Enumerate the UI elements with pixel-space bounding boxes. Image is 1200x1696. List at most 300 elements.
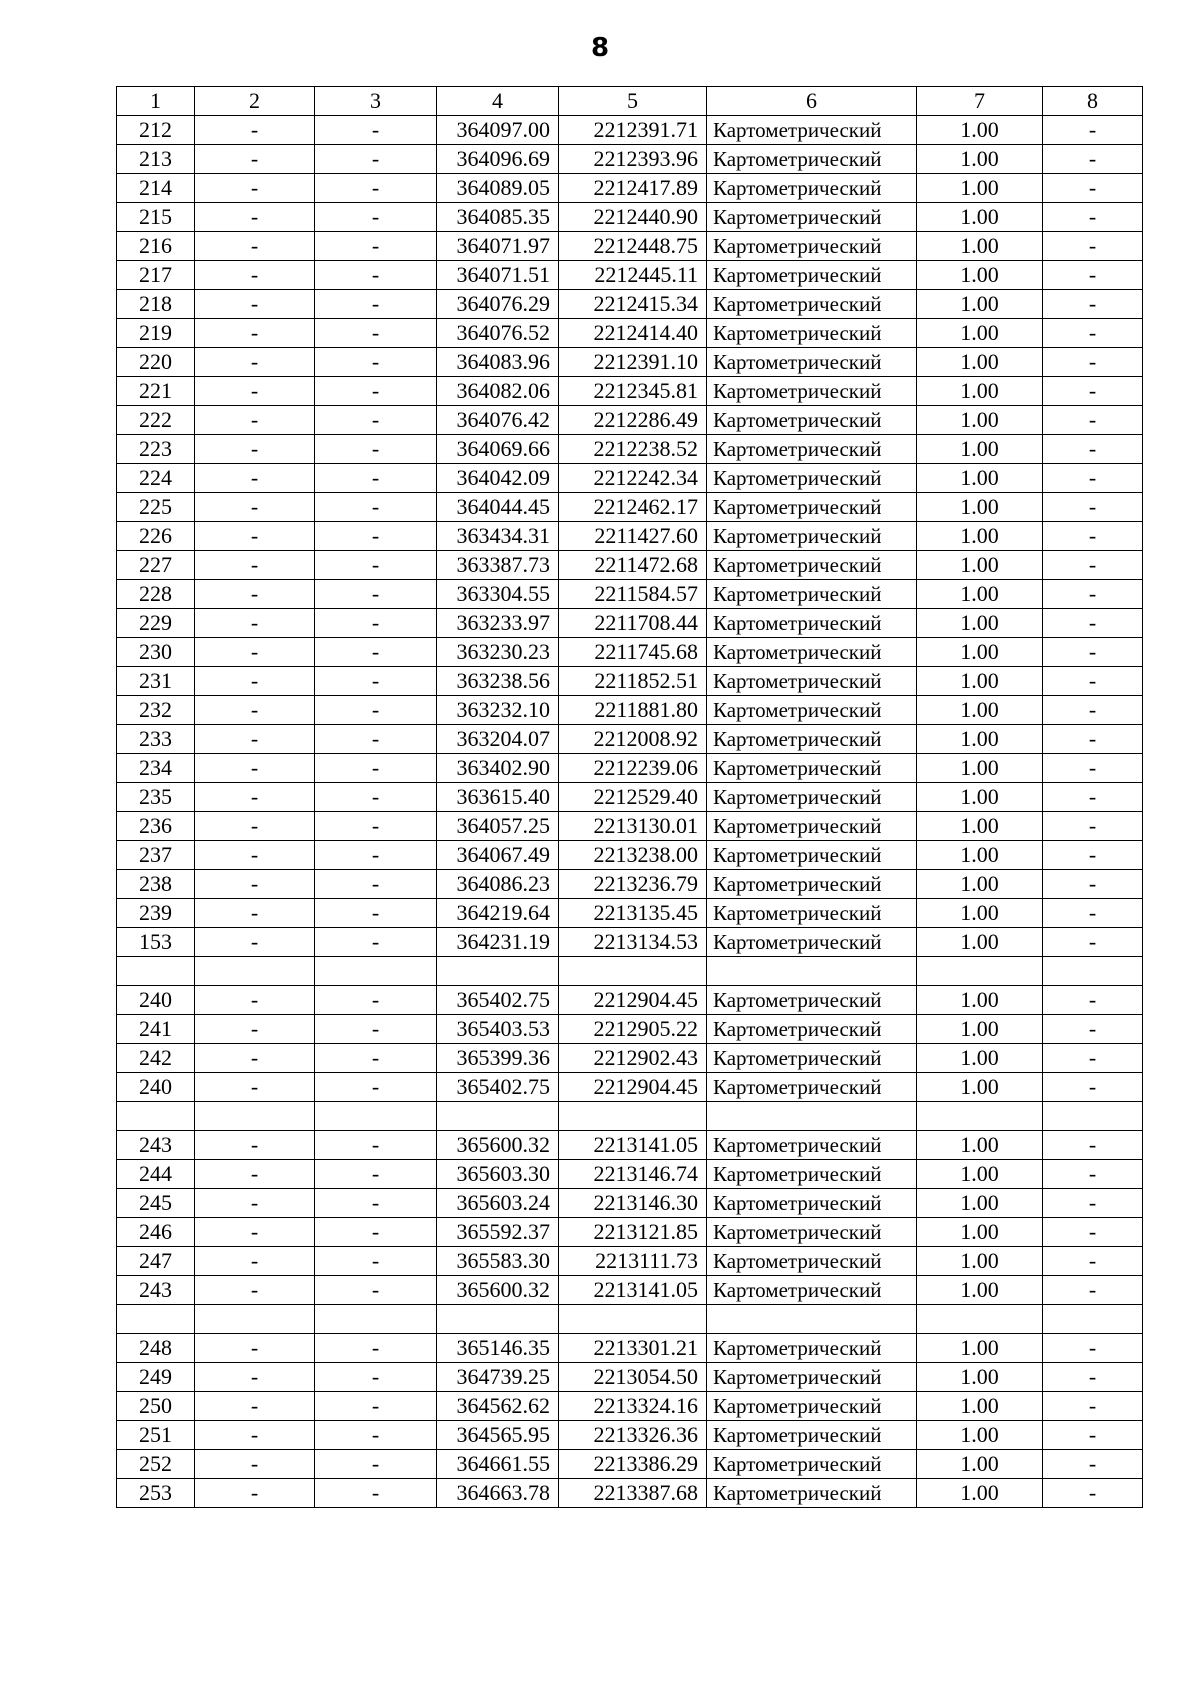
coord-y-cell: 2211472.68 [559, 551, 707, 580]
coord-y-cell: 2212904.45 [559, 1073, 707, 1102]
table-row [117, 319, 1143, 348]
col-2-cell: - [195, 1044, 315, 1073]
coord-y-cell: 2213386.29 [559, 1450, 707, 1479]
table-row [117, 725, 1143, 754]
coord-x-cell: 363387.73 [437, 551, 559, 580]
col-8-cell: - [1043, 435, 1143, 464]
table-row [117, 1131, 1143, 1160]
coord-x-cell: 364057.25 [437, 812, 559, 841]
coord-x-cell: 365603.30 [437, 1160, 559, 1189]
col-3-cell: - [315, 1392, 437, 1421]
column-header-4: 4 [437, 87, 559, 116]
point-number-cell: 244 [117, 1160, 195, 1189]
accuracy-cell: 1.00 [917, 493, 1043, 522]
coord-x-cell: 364086.23 [437, 870, 559, 899]
point-number-cell: 232 [117, 696, 195, 725]
point-number-cell: 231 [117, 667, 195, 696]
table-row [117, 377, 1143, 406]
coord-x-cell: 363402.90 [437, 754, 559, 783]
col-2-cell: - [195, 1363, 315, 1392]
col-3-cell: - [315, 1189, 437, 1218]
accuracy-cell: 1.00 [917, 348, 1043, 377]
point-number-cell: 242 [117, 1044, 195, 1073]
point-number-cell: 221 [117, 377, 195, 406]
accuracy-cell: 1.00 [917, 290, 1043, 319]
coord-x-cell: 363434.31 [437, 522, 559, 551]
accuracy-cell: 1.00 [917, 1073, 1043, 1102]
col-8-cell: - [1043, 609, 1143, 638]
table-row [117, 1218, 1143, 1247]
col-8-cell: - [1043, 1276, 1143, 1305]
coord-y-cell: 2211584.57 [559, 580, 707, 609]
coord-x-cell: 364069.66 [437, 435, 559, 464]
coord-x-cell: 363233.97 [437, 609, 559, 638]
point-number-cell: 212 [117, 116, 195, 145]
col-8-cell: - [1043, 580, 1143, 609]
table-row [117, 1334, 1143, 1363]
page-number: 8 [590, 33, 610, 63]
col-2-cell: - [195, 580, 315, 609]
accuracy-cell: 1.00 [917, 464, 1043, 493]
col-2-cell: - [195, 1334, 315, 1363]
table-row [117, 1421, 1143, 1450]
method-cell: Картометрический [707, 754, 917, 783]
coord-x-cell: 364663.78 [437, 1479, 559, 1508]
accuracy-cell: 1.00 [917, 1392, 1043, 1421]
method-cell: Картометрический [707, 609, 917, 638]
coord-y-cell: 2213236.79 [559, 870, 707, 899]
col-3-cell: - [315, 319, 437, 348]
method-cell: Картометрический [707, 319, 917, 348]
point-number-cell: 220 [117, 348, 195, 377]
col-3-cell: - [315, 638, 437, 667]
method-cell: Картометрический [707, 580, 917, 609]
coord-y-cell: 2211881.80 [559, 696, 707, 725]
col-8-cell: - [1043, 116, 1143, 145]
table-row [117, 1450, 1143, 1479]
table-row [117, 1392, 1143, 1421]
col-3-cell: - [315, 116, 437, 145]
coord-x-cell: 364739.25 [437, 1363, 559, 1392]
method-cell: Картометрический [707, 696, 917, 725]
col-2-cell: - [195, 522, 315, 551]
col-3-cell: - [315, 1160, 437, 1189]
coord-x-cell: 363232.10 [437, 696, 559, 725]
point-number-cell [117, 957, 195, 986]
table-row [117, 580, 1143, 609]
col-3-cell: - [315, 1276, 437, 1305]
col-3-cell: - [315, 406, 437, 435]
col-2-cell: - [195, 145, 315, 174]
method-cell: Картометрический [707, 1334, 917, 1363]
col-2-cell: - [195, 812, 315, 841]
method-cell: Картометрический [707, 261, 917, 290]
column-header-7: 7 [917, 87, 1043, 116]
method-cell: Картометрический [707, 145, 917, 174]
point-number-cell: 239 [117, 899, 195, 928]
col-8-cell: - [1043, 522, 1143, 551]
point-number-cell: 243 [117, 1276, 195, 1305]
col-8-cell: - [1043, 1334, 1143, 1363]
coord-y-cell: 2213134.53 [559, 928, 707, 957]
accuracy-cell: 1.00 [917, 261, 1043, 290]
col-8-cell: - [1043, 1131, 1143, 1160]
col-8-cell: - [1043, 406, 1143, 435]
col-8-cell: - [1043, 986, 1143, 1015]
col-2-cell: - [195, 1247, 315, 1276]
method-cell: Картометрический [707, 1479, 917, 1508]
coord-y-cell: 2213238.00 [559, 841, 707, 870]
method-cell [707, 957, 917, 986]
column-header-1: 1 [117, 87, 195, 116]
coord-x-cell: 364565.95 [437, 1421, 559, 1450]
method-cell: Картометрический [707, 1131, 917, 1160]
point-number-cell: 230 [117, 638, 195, 667]
table-row [117, 899, 1143, 928]
table-row [117, 928, 1143, 957]
col-8-cell: - [1043, 377, 1143, 406]
accuracy-cell: 1.00 [917, 551, 1043, 580]
col-3-cell: - [315, 261, 437, 290]
table-row [117, 1363, 1143, 1392]
method-cell: Картометрический [707, 522, 917, 551]
method-cell: Картометрический [707, 1044, 917, 1073]
col-8-cell: - [1043, 754, 1143, 783]
accuracy-cell: 1.00 [917, 522, 1043, 551]
point-number-cell: 228 [117, 580, 195, 609]
accuracy-cell: 1.00 [917, 1276, 1043, 1305]
col-2-cell: - [195, 1015, 315, 1044]
col-3-cell: - [315, 174, 437, 203]
coord-x-cell [437, 957, 559, 986]
table-row [117, 957, 1143, 986]
point-number-cell: 224 [117, 464, 195, 493]
col-2-cell: - [195, 841, 315, 870]
accuracy-cell: 1.00 [917, 406, 1043, 435]
col-8-cell: - [1043, 812, 1143, 841]
accuracy-cell: 1.00 [917, 319, 1043, 348]
col-2-cell: - [195, 377, 315, 406]
col-2-cell: - [195, 609, 315, 638]
col-3-cell: - [315, 290, 437, 319]
method-cell: Картометрический [707, 725, 917, 754]
point-number-cell: 233 [117, 725, 195, 754]
method-cell: Картометрический [707, 174, 917, 203]
col-3-cell: - [315, 435, 437, 464]
col-8-cell: - [1043, 174, 1143, 203]
coord-y-cell: 2213135.45 [559, 899, 707, 928]
coord-y-cell: 2212414.40 [559, 319, 707, 348]
coord-y-cell: 2212008.92 [559, 725, 707, 754]
table-row [117, 551, 1143, 580]
coord-x-cell [437, 1102, 559, 1131]
col-8-cell: - [1043, 203, 1143, 232]
accuracy-cell: 1.00 [917, 1160, 1043, 1189]
col-2-cell [195, 957, 315, 986]
accuracy-cell: 1.00 [917, 812, 1043, 841]
col-8-cell: - [1043, 232, 1143, 261]
coord-x-cell: 365146.35 [437, 1334, 559, 1363]
point-number-cell: 248 [117, 1334, 195, 1363]
col-3-cell: - [315, 1131, 437, 1160]
accuracy-cell: 1.00 [917, 145, 1043, 174]
accuracy-cell: 1.00 [917, 870, 1043, 899]
accuracy-cell: 1.00 [917, 783, 1043, 812]
col-2-cell: - [195, 464, 315, 493]
coord-x-cell: 363304.55 [437, 580, 559, 609]
table-row [117, 290, 1143, 319]
col-2-cell: - [195, 174, 315, 203]
col-2-cell: - [195, 899, 315, 928]
col-2-cell: - [195, 928, 315, 957]
coord-y-cell: 2213301.21 [559, 1334, 707, 1363]
col-3-cell: - [315, 928, 437, 957]
point-number-cell: 253 [117, 1479, 195, 1508]
col-8-cell: - [1043, 348, 1143, 377]
col-8-cell: - [1043, 290, 1143, 319]
table-row [117, 348, 1143, 377]
col-8-cell: - [1043, 1073, 1143, 1102]
header-row [117, 87, 1143, 116]
col-3-cell: - [315, 1015, 437, 1044]
col-3-cell: - [315, 1363, 437, 1392]
col-8-cell: - [1043, 261, 1143, 290]
point-number-cell: 252 [117, 1450, 195, 1479]
coord-x-cell: 364085.35 [437, 203, 559, 232]
coord-y-cell: 2213146.30 [559, 1189, 707, 1218]
coord-x-cell: 365600.32 [437, 1276, 559, 1305]
coord-x-cell: 365402.75 [437, 986, 559, 1015]
col-8-cell: - [1043, 725, 1143, 754]
col-8-cell: - [1043, 667, 1143, 696]
coord-y-cell: 2212238.52 [559, 435, 707, 464]
col-8-cell: - [1043, 870, 1143, 899]
accuracy-cell: 1.00 [917, 841, 1043, 870]
method-cell: Картометрический [707, 1450, 917, 1479]
method-cell: Картометрический [707, 1247, 917, 1276]
table-row [117, 261, 1143, 290]
point-number-cell: 218 [117, 290, 195, 319]
method-cell: Картометрический [707, 1160, 917, 1189]
accuracy-cell: 1.00 [917, 1218, 1043, 1247]
coord-x-cell: 363615.40 [437, 783, 559, 812]
method-cell: Картометрический [707, 638, 917, 667]
method-cell: Картометрический [707, 1276, 917, 1305]
col-2-cell: - [195, 348, 315, 377]
col-2-cell: - [195, 986, 315, 1015]
col-2-cell [195, 1305, 315, 1334]
point-number-cell: 238 [117, 870, 195, 899]
method-cell: Картометрический [707, 377, 917, 406]
coord-y-cell: 2213141.05 [559, 1131, 707, 1160]
col-2-cell: - [195, 1392, 315, 1421]
col-3-cell: - [315, 609, 437, 638]
table-row [117, 435, 1143, 464]
coord-y-cell: 2212345.81 [559, 377, 707, 406]
coord-y-cell: 2213146.74 [559, 1160, 707, 1189]
col-8-cell: - [1043, 1015, 1143, 1044]
coord-x-cell: 364076.29 [437, 290, 559, 319]
accuracy-cell: 1.00 [917, 435, 1043, 464]
col-3-cell: - [315, 1421, 437, 1450]
col-3-cell: - [315, 464, 437, 493]
col-3-cell: - [315, 841, 437, 870]
method-cell: Картометрический [707, 1015, 917, 1044]
accuracy-cell: 1.00 [917, 899, 1043, 928]
col-3-cell [315, 1102, 437, 1131]
col-8-cell [1043, 957, 1143, 986]
coord-x-cell: 364067.49 [437, 841, 559, 870]
point-number-cell: 237 [117, 841, 195, 870]
accuracy-cell: 1.00 [917, 232, 1043, 261]
accuracy-cell: 1.00 [917, 1247, 1043, 1276]
table-row [117, 493, 1143, 522]
col-3-cell: - [315, 667, 437, 696]
coord-y-cell: 2212239.06 [559, 754, 707, 783]
point-number-cell: 227 [117, 551, 195, 580]
coord-x-cell: 364231.19 [437, 928, 559, 957]
coord-y-cell: 2213121.85 [559, 1218, 707, 1247]
table-row [117, 1160, 1143, 1189]
point-number-cell: 250 [117, 1392, 195, 1421]
coord-y-cell: 2213111.73 [559, 1247, 707, 1276]
coord-y-cell: 2212415.34 [559, 290, 707, 319]
col-2-cell: - [195, 116, 315, 145]
method-cell: Картометрический [707, 1392, 917, 1421]
coord-y-cell: 2212417.89 [559, 174, 707, 203]
table-row [117, 696, 1143, 725]
col-3-cell [315, 957, 437, 986]
coord-y-cell: 2213141.05 [559, 1276, 707, 1305]
col-8-cell: - [1043, 493, 1143, 522]
col-2-cell: - [195, 290, 315, 319]
method-cell [707, 1305, 917, 1334]
method-cell: Картометрический [707, 464, 917, 493]
col-8-cell: - [1043, 551, 1143, 580]
point-number-cell: 240 [117, 1073, 195, 1102]
col-8-cell: - [1043, 841, 1143, 870]
column-header-8: 8 [1043, 87, 1143, 116]
coord-y-cell: 2211745.68 [559, 638, 707, 667]
coord-x-cell: 364042.09 [437, 464, 559, 493]
coord-x-cell: 364083.96 [437, 348, 559, 377]
coord-y-cell: 2212391.71 [559, 116, 707, 145]
coord-y-cell: 2213054.50 [559, 1363, 707, 1392]
coord-x-cell: 364097.00 [437, 116, 559, 145]
method-cell: Картометрический [707, 899, 917, 928]
accuracy-cell: 1.00 [917, 1363, 1043, 1392]
point-number-cell: 234 [117, 754, 195, 783]
col-3-cell: - [315, 348, 437, 377]
table-row [117, 1015, 1143, 1044]
col-8-cell: - [1043, 1247, 1143, 1276]
table-row [117, 841, 1143, 870]
coord-y-cell: 2213130.01 [559, 812, 707, 841]
accuracy-cell: 1.00 [917, 725, 1043, 754]
coord-x-cell: 364089.05 [437, 174, 559, 203]
col-3-cell: - [315, 870, 437, 899]
coord-y-cell: 2213324.16 [559, 1392, 707, 1421]
method-cell: Картометрический [707, 1189, 917, 1218]
col-3-cell: - [315, 551, 437, 580]
col-2-cell: - [195, 1073, 315, 1102]
accuracy-cell: 1.00 [917, 377, 1043, 406]
point-number-cell: 223 [117, 435, 195, 464]
coord-y-cell: 2212440.90 [559, 203, 707, 232]
col-3-cell: - [315, 1247, 437, 1276]
table-row [117, 1073, 1143, 1102]
coord-x-cell: 363238.56 [437, 667, 559, 696]
col-3-cell: - [315, 1044, 437, 1073]
col-3-cell: - [315, 232, 437, 261]
method-cell: Картометрический [707, 870, 917, 899]
table-row [117, 145, 1143, 174]
col-8-cell: - [1043, 783, 1143, 812]
table-body [117, 116, 1143, 1508]
method-cell: Картометрический [707, 841, 917, 870]
coord-y-cell: 2213326.36 [559, 1421, 707, 1450]
accuracy-cell: 1.00 [917, 580, 1043, 609]
col-3-cell: - [315, 493, 437, 522]
col-2-cell: - [195, 870, 315, 899]
accuracy-cell: 1.00 [917, 754, 1043, 783]
accuracy-cell: 1.00 [917, 928, 1043, 957]
method-cell: Картометрический [707, 406, 917, 435]
col-8-cell: - [1043, 1392, 1143, 1421]
col-3-cell: - [315, 522, 437, 551]
point-number-cell: 240 [117, 986, 195, 1015]
method-cell: Картометрический [707, 551, 917, 580]
coordinates-table [116, 86, 1143, 1508]
table-row [117, 232, 1143, 261]
col-3-cell: - [315, 812, 437, 841]
col-3-cell: - [315, 377, 437, 406]
coord-x-cell: 365399.36 [437, 1044, 559, 1073]
table-row [117, 667, 1143, 696]
column-header-5: 5 [559, 87, 707, 116]
point-number-cell: 247 [117, 1247, 195, 1276]
col-8-cell: - [1043, 696, 1143, 725]
table-row [117, 116, 1143, 145]
table-row [117, 1276, 1143, 1305]
col-8-cell: - [1043, 1363, 1143, 1392]
col-3-cell: - [315, 203, 437, 232]
coord-y-cell: 2211427.60 [559, 522, 707, 551]
accuracy-cell: 1.00 [917, 638, 1043, 667]
table-row [117, 986, 1143, 1015]
coord-y-cell: 2212904.45 [559, 986, 707, 1015]
coord-x-cell: 364219.64 [437, 899, 559, 928]
accuracy-cell: 1.00 [917, 696, 1043, 725]
table-row [117, 1479, 1143, 1508]
point-number-cell: 219 [117, 319, 195, 348]
col-8-cell: - [1043, 899, 1143, 928]
method-cell: Картометрический [707, 1218, 917, 1247]
table-row [117, 174, 1143, 203]
col-8-cell: - [1043, 1044, 1143, 1073]
table-row [117, 754, 1143, 783]
col-2-cell: - [195, 1131, 315, 1160]
col-8-cell: - [1043, 1189, 1143, 1218]
table-row [117, 783, 1143, 812]
coord-x-cell: 365403.53 [437, 1015, 559, 1044]
coord-y-cell: 2213387.68 [559, 1479, 707, 1508]
coord-x-cell: 364096.69 [437, 145, 559, 174]
coord-x-cell [437, 1305, 559, 1334]
accuracy-cell: 1.00 [917, 1421, 1043, 1450]
table-row [117, 1189, 1143, 1218]
point-number-cell: 243 [117, 1131, 195, 1160]
